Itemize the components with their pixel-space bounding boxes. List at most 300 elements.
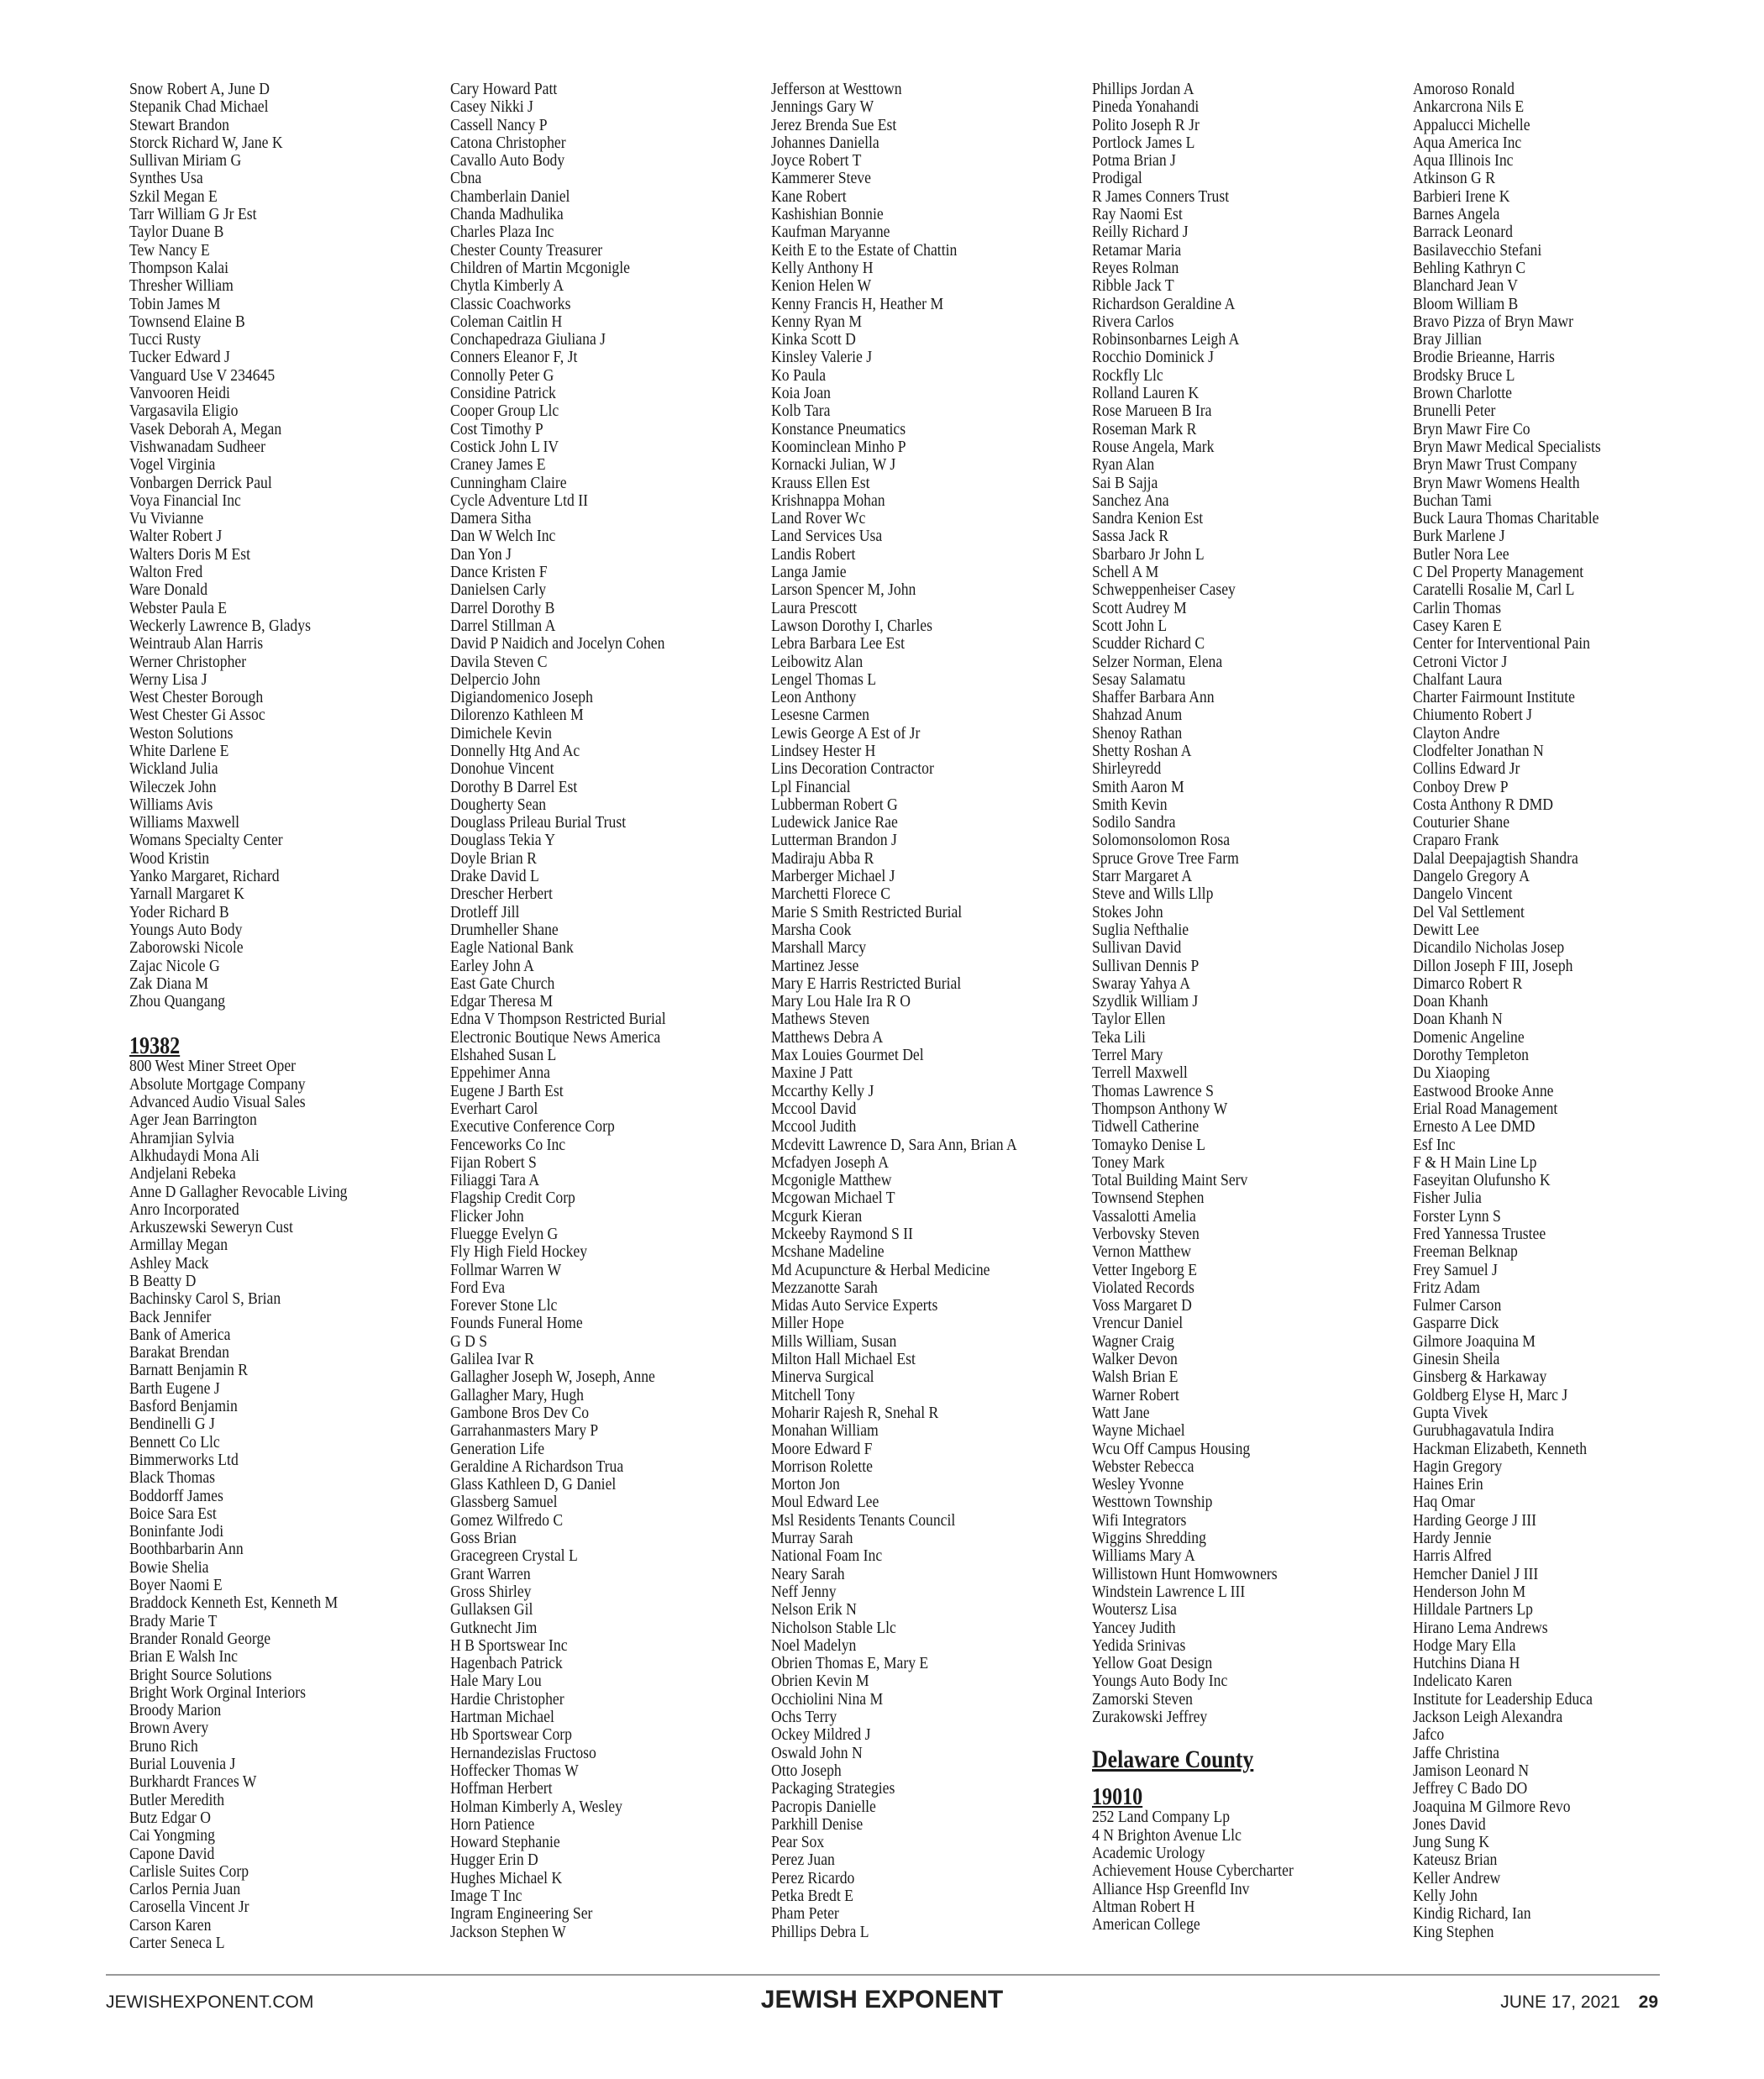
name-entry: Garrahanmasters Mary P bbox=[450, 1421, 599, 1441]
name-entry: Bendinelli G J bbox=[129, 1415, 215, 1434]
name-entry: Parkhill Denise bbox=[771, 1814, 864, 1834]
name-entry: Cunningham Claire bbox=[450, 473, 567, 492]
name-entry: Moore Edward F bbox=[771, 1439, 873, 1458]
name-entry: National Foam Inc bbox=[771, 1546, 883, 1566]
name-entry: R James Conners Trust bbox=[1092, 186, 1230, 206]
name-entry: Pear Sox bbox=[771, 1833, 825, 1852]
name-entry: Sullivan Dennis P bbox=[1092, 956, 1200, 975]
name-entry: King Stephen bbox=[1413, 1922, 1494, 1941]
name-entry: Burk Marlene J bbox=[1413, 527, 1505, 546]
name-entry: Minerva Surgical bbox=[771, 1368, 874, 1387]
name-entry: Galilea Ivar R bbox=[450, 1350, 534, 1369]
name-entry: Vargasavila Eligio bbox=[129, 402, 239, 421]
name-entry: Barnatt Benjamin R bbox=[129, 1361, 249, 1380]
name-entry: Tobin James M bbox=[129, 294, 221, 313]
name-entry: Hodge Mary Ella bbox=[1413, 1635, 1516, 1655]
name-entry: Eagle National Bank bbox=[450, 938, 574, 958]
name-entry: Sassa Jack R bbox=[1092, 527, 1169, 546]
name-entry: Phillips Jordan A bbox=[1092, 80, 1194, 98]
name-entry: Reilly Richard J bbox=[1092, 223, 1189, 242]
name-entry: Yedida Srinivas bbox=[1092, 1635, 1186, 1655]
name-entry: Reyes Rolman bbox=[1092, 258, 1179, 277]
name-entry: Black Thomas bbox=[129, 1468, 216, 1488]
name-entry: Anne D Gallagher Revocable Living bbox=[129, 1182, 348, 1201]
name-entry: Gasparre Dick bbox=[1413, 1314, 1499, 1333]
name-entry: Keith E to the Estate of Chattin bbox=[771, 240, 958, 260]
name-entry: Taylor Ellen bbox=[1092, 1010, 1166, 1029]
name-entry: Drumheller Shane bbox=[450, 920, 559, 939]
name-entry: Catona Christopher bbox=[450, 133, 566, 152]
name-entry: Zajac Nicole G bbox=[129, 956, 220, 975]
name-entry: Vernon Matthew bbox=[1092, 1242, 1192, 1262]
name-entry: Yoder Richard B bbox=[129, 902, 229, 921]
name-entry: Lewis George A Est of Jr bbox=[771, 723, 921, 743]
footer-date-page bbox=[1500, 1992, 1658, 2013]
name-entry: Edna V Thompson Restricted Burial bbox=[450, 1010, 666, 1029]
name-entry: Hemcher Daniel J III bbox=[1413, 1564, 1539, 1583]
name-entry: Butler Meredith bbox=[129, 1790, 225, 1809]
name-entry: Mccool David bbox=[771, 1099, 857, 1118]
name-entry: Dimichele Kevin bbox=[450, 723, 552, 743]
name-entry: Total Building Maint Serv bbox=[1092, 1171, 1248, 1190]
name-entry: Terrell Maxwell bbox=[1092, 1063, 1188, 1083]
name-entry: Vanvooren Heidi bbox=[129, 384, 230, 403]
name-entry: David P Naidich and Jocelyn Cohen bbox=[450, 634, 665, 654]
name-entry: Vasek Deborah A, Megan bbox=[129, 419, 282, 438]
name-entry: Clayton Andre bbox=[1413, 723, 1500, 743]
name-entry: Andjelani Rebeka bbox=[129, 1164, 236, 1184]
name-entry: Filiaggi Tara A bbox=[450, 1171, 540, 1190]
name-entry: Milton Hall Michael Est bbox=[771, 1350, 916, 1369]
name-entry: Violated Records bbox=[1092, 1278, 1194, 1297]
name-entry: Ager Jean Barrington bbox=[129, 1110, 257, 1130]
name-entry: Nelson Erik N bbox=[771, 1600, 857, 1620]
name-entry: Matthews Debra A bbox=[771, 1027, 884, 1047]
name-entry: Bright Work Orginal Interiors bbox=[129, 1683, 306, 1702]
name-entry: Cycle Adventure Ltd II bbox=[450, 491, 589, 510]
name-entry: Taylor Duane B bbox=[129, 223, 224, 242]
name-entry: Considine Patrick bbox=[450, 384, 556, 403]
name-entry: Jung Sung K bbox=[1413, 1833, 1490, 1852]
name-entry: Dan W Welch Inc bbox=[450, 527, 556, 546]
name-entry: Cassell Nancy P bbox=[450, 115, 548, 134]
name-entry: Appalucci Michelle bbox=[1413, 115, 1530, 134]
name-entry: Land Services Usa bbox=[771, 527, 883, 546]
name-entry: Donohue Vincent bbox=[450, 759, 554, 779]
name-entry: Ashley Mack bbox=[129, 1253, 209, 1273]
name-entry: Leon Anthony bbox=[771, 688, 857, 707]
name-entry: Bray Jillian bbox=[1413, 330, 1482, 349]
name-entry: Casey Nikki J bbox=[450, 97, 533, 117]
name-entry: Zurakowski Jeffrey bbox=[1092, 1708, 1208, 1727]
name-entry: Charles Plaza Inc bbox=[450, 223, 554, 242]
name-entry: Potma Brian J bbox=[1092, 151, 1176, 171]
name-entry: Eastwood Brooke Anne bbox=[1413, 1081, 1554, 1100]
name-entry: Gracegreen Crystal L bbox=[450, 1546, 578, 1566]
name-entry: Vogel Virginia bbox=[129, 455, 216, 475]
name-entry: Alliance Hsp Greenfld Inv bbox=[1092, 1879, 1250, 1898]
name-entry: Dangelo Gregory A bbox=[1413, 867, 1530, 886]
name-entry: Gambone Bros Dev Co bbox=[450, 1403, 590, 1422]
name-entry: Walter Robert J bbox=[129, 527, 223, 546]
name-entry: Children of Martin Mcgonigle bbox=[450, 258, 630, 277]
name-entry: Pacropis Danielle bbox=[771, 1797, 876, 1816]
name-entry: Cavallo Auto Body bbox=[450, 151, 565, 171]
name-entry: Mcfadyen Joseph A bbox=[771, 1152, 890, 1172]
name-entry: Ginesin Sheila bbox=[1413, 1350, 1500, 1369]
name-entry: Sullivan Miriam G bbox=[129, 151, 242, 171]
name-entry: Bryn Mawr Fire Co bbox=[1413, 419, 1530, 438]
name-entry: Founds Funeral Home bbox=[450, 1314, 583, 1333]
name-entry: Arkuszewski Seweryn Cust bbox=[129, 1218, 293, 1237]
name-entry: Packaging Strategies bbox=[771, 1779, 895, 1798]
name-entry: Wood Kristin bbox=[129, 848, 210, 868]
name-entry: Robinsonbarnes Leigh A bbox=[1092, 330, 1240, 349]
name-entry: Walters Doris M Est bbox=[129, 544, 251, 564]
name-entry: Brunelli Peter bbox=[1413, 402, 1496, 421]
name-entry: Gallagher Mary, Hugh bbox=[450, 1385, 584, 1404]
name-entry: Geraldine A Richardson Trua bbox=[450, 1457, 624, 1476]
name-entry: Landis Robert bbox=[771, 544, 856, 564]
column-5 bbox=[1413, 81, 1680, 1941]
name-entry: Brown Avery bbox=[129, 1719, 209, 1738]
name-entry: Noel Madelyn bbox=[771, 1635, 857, 1655]
name-entry: Kornacki Julian, W J bbox=[771, 455, 896, 475]
name-entry: Coleman Caitlin H bbox=[450, 312, 563, 331]
name-entry: Jeffrey C Bado DO bbox=[1413, 1779, 1528, 1798]
name-entry: Tidwell Catherine bbox=[1092, 1117, 1200, 1137]
name-listing bbox=[129, 81, 1675, 1962]
name-entry: Youngs Auto Body Inc bbox=[1092, 1672, 1228, 1691]
name-entry: Richardson Geraldine A bbox=[1092, 294, 1236, 313]
name-entry: Forever Stone Llc bbox=[450, 1296, 558, 1315]
name-entry: Sandra Kenion Est bbox=[1092, 509, 1204, 528]
name-entry: Bachinsky Carol S, Brian bbox=[129, 1289, 281, 1309]
name-entry: Stewart Brandon bbox=[129, 115, 229, 134]
name-entry: Msl Residents Tenants Council bbox=[771, 1510, 956, 1530]
name-entry: Dimarco Robert R bbox=[1413, 974, 1523, 993]
name-entry: Scudder Richard C bbox=[1092, 634, 1205, 654]
name-entry: Goldberg Elyse H, Marc J bbox=[1413, 1385, 1568, 1404]
name-entry: Petka Bredt E bbox=[771, 1886, 853, 1905]
name-entry: West Chester Gi Assoc bbox=[129, 706, 265, 725]
name-entry: Polito Joseph R Jr bbox=[1092, 115, 1200, 134]
name-entry: Gomez Wilfredo C bbox=[450, 1510, 564, 1530]
name-entry: Dorothy B Darrel Est bbox=[450, 777, 578, 796]
name-entry: Vetter Ingeborg E bbox=[1092, 1260, 1198, 1279]
name-entry: Cooper Group Llc bbox=[450, 402, 559, 421]
name-entry: Goss Brian bbox=[450, 1529, 517, 1548]
name-entry: Marsha Cook bbox=[771, 920, 852, 939]
name-entry: Weckerly Lawrence B, Gladys bbox=[129, 616, 311, 635]
name-entry: Wickland Julia bbox=[129, 759, 218, 779]
name-entry: Craparo Frank bbox=[1413, 831, 1499, 850]
name-entry: Kolb Tara bbox=[771, 402, 831, 421]
name-entry: Yancey Judith bbox=[1092, 1618, 1176, 1637]
name-entry: Butler Nora Lee bbox=[1413, 544, 1509, 564]
name-entry: Zak Diana M bbox=[129, 974, 208, 993]
name-entry: Forster Lynn S bbox=[1413, 1206, 1501, 1226]
name-entry: Atkinson G R bbox=[1413, 169, 1495, 188]
name-entry: Follmar Warren W bbox=[450, 1260, 562, 1279]
name-entry: 800 West Miner Street Oper bbox=[129, 1057, 297, 1076]
footer-divider bbox=[106, 1974, 1660, 1976]
name-entry: Koia Joan bbox=[771, 384, 832, 403]
name-entry: Kashishian Bonnie bbox=[771, 205, 884, 224]
name-entry: Jennings Gary W bbox=[771, 97, 874, 117]
name-entry: Hagin Gregory bbox=[1413, 1457, 1503, 1476]
name-entry: Frey Samuel J bbox=[1413, 1260, 1498, 1279]
name-entry: Delpercio John bbox=[450, 669, 541, 689]
name-entry: Terrel Mary bbox=[1092, 1046, 1163, 1065]
name-entry: Classic Coachworks bbox=[450, 294, 571, 313]
name-entry: Carlin Thomas bbox=[1413, 598, 1501, 617]
name-entry: Zhou Quangang bbox=[129, 992, 226, 1011]
name-entry: Scott John L bbox=[1092, 616, 1168, 635]
name-entry: Rocchio Dominick J bbox=[1092, 348, 1214, 367]
name-entry: Sodilo Sandra bbox=[1092, 813, 1176, 832]
name-entry: Pineda Yonahandi bbox=[1092, 97, 1200, 117]
name-entry: Dewitt Lee bbox=[1413, 920, 1479, 939]
name-entry: Hardy Jennie bbox=[1413, 1529, 1492, 1548]
name-entry: Mitchell Tony bbox=[771, 1385, 855, 1404]
name-entry: Voya Financial Inc bbox=[129, 491, 241, 510]
name-entry: Charter Fairmount Institute bbox=[1413, 688, 1575, 707]
name-entry: Ankarcrona Nils E bbox=[1413, 97, 1525, 117]
footer-website[interactable]: JEWISHEXPONENT.COM bbox=[106, 1992, 314, 2012]
name-entry: West Chester Borough bbox=[129, 688, 264, 707]
name-entry: Retamar Maria bbox=[1092, 240, 1182, 260]
name-entry: Brander Ronald George bbox=[129, 1629, 271, 1648]
name-entry: Barrack Leonard bbox=[1413, 223, 1513, 242]
name-entry: Jaffe Christina bbox=[1413, 1743, 1499, 1762]
name-entry: Davila Steven C bbox=[450, 652, 548, 671]
name-entry: Edgar Theresa M bbox=[450, 992, 554, 1011]
name-entry: Sullivan David bbox=[1092, 938, 1182, 958]
name-entry: Boyer Naomi E bbox=[129, 1576, 223, 1595]
name-entry: Fritz Adam bbox=[1413, 1278, 1480, 1297]
name-entry: Danielsen Carly bbox=[450, 580, 547, 600]
name-entry: Windstein Lawrence L III bbox=[1092, 1582, 1246, 1601]
name-entry: Carson Karen bbox=[129, 1915, 212, 1935]
name-entry: Ahramjian Sylvia bbox=[129, 1128, 234, 1147]
name-entry: Faseyitan Olufunsho K bbox=[1413, 1171, 1551, 1190]
name-entry: Doan Khanh bbox=[1413, 992, 1488, 1011]
name-entry: Gross Shirley bbox=[450, 1582, 532, 1601]
name-entry: Mathews Steven bbox=[771, 1010, 870, 1029]
name-entry: Voss Margaret D bbox=[1092, 1296, 1192, 1315]
name-entry: Erial Road Management bbox=[1413, 1099, 1558, 1118]
name-entry: Joyce Robert T bbox=[771, 151, 862, 171]
name-entry: Couturier Shane bbox=[1413, 813, 1510, 832]
name-entry: Jamison Leonard N bbox=[1413, 1761, 1530, 1780]
name-entry: Wagner Craig bbox=[1092, 1331, 1174, 1351]
name-entry: Youngs Auto Body bbox=[129, 920, 243, 939]
name-entry: Thompson Anthony W bbox=[1092, 1099, 1228, 1118]
name-entry: Stepanik Chad Michael bbox=[129, 97, 269, 117]
footer-publication-name: JEWISH EXPONENT bbox=[760, 1986, 1004, 2013]
name-entry: Elshahed Susan L bbox=[450, 1046, 557, 1065]
name-entry: Kinsley Valerie J bbox=[771, 348, 873, 367]
name-entry: Electronic Boutique News America bbox=[450, 1027, 661, 1047]
name-entry: F & H Main Line Lp bbox=[1413, 1152, 1537, 1172]
name-entry: Barth Eugene J bbox=[129, 1378, 220, 1398]
name-entry: Burial Louvenia J bbox=[129, 1755, 236, 1774]
name-entry: Occhiolini Nina M bbox=[771, 1689, 884, 1709]
name-entry: Nicholson Stable Llc bbox=[771, 1618, 896, 1637]
name-entry: Schell A M bbox=[1092, 563, 1159, 582]
name-entry: Bennett Co Llc bbox=[129, 1432, 220, 1452]
name-entry: Tucci Rusty bbox=[129, 330, 202, 349]
name-entry: Holman Kimberly A, Wesley bbox=[450, 1797, 622, 1816]
name-entry: Aqua Illinois Inc bbox=[1413, 151, 1514, 171]
name-entry: Obrien Thomas E, Mary E bbox=[771, 1654, 929, 1673]
name-entry: Douglass Prileau Burial Trust bbox=[450, 813, 627, 832]
name-entry: Smith Aaron M bbox=[1092, 777, 1184, 796]
name-entry: Freeman Belknap bbox=[1413, 1242, 1518, 1262]
name-entry: Miller Hope bbox=[771, 1314, 844, 1333]
name-entry: Gupta Vivek bbox=[1413, 1403, 1488, 1422]
name-entry: Broody Marion bbox=[129, 1701, 222, 1720]
name-entry: Cbna bbox=[450, 169, 482, 188]
name-entry: Dougherty Sean bbox=[450, 795, 547, 814]
name-entry: Walsh Brian E bbox=[1092, 1368, 1179, 1387]
name-entry: Hoffman Herbert bbox=[450, 1779, 553, 1798]
name-entry: Morrison Rolette bbox=[771, 1457, 873, 1476]
name-entry: Conboy Drew P bbox=[1413, 777, 1509, 796]
name-entry: Weston Solutions bbox=[129, 723, 234, 743]
name-entry: Gutknecht Jim bbox=[450, 1618, 538, 1637]
name-entry: Marberger Michael J bbox=[771, 867, 895, 886]
name-entry: Amoroso Ronald bbox=[1413, 80, 1515, 98]
name-entry: Jerez Brenda Sue Est bbox=[771, 115, 897, 134]
name-entry: Dorothy Templeton bbox=[1413, 1046, 1530, 1065]
name-entry: Dangelo Vincent bbox=[1413, 885, 1513, 904]
name-entry: Tarr William G Jr Est bbox=[129, 205, 257, 224]
name-entry: Sai B Sajja bbox=[1092, 473, 1158, 492]
name-entry: Wesley Yvonne bbox=[1092, 1475, 1184, 1494]
name-entry: Tucker Edward J bbox=[129, 348, 230, 367]
name-entry: Marshall Marcy bbox=[771, 938, 867, 958]
name-entry: Watt Jane bbox=[1092, 1403, 1150, 1422]
name-entry: Moharir Rajesh R, Snehal R bbox=[771, 1403, 939, 1422]
name-entry: Ernesto A Lee DMD bbox=[1413, 1117, 1536, 1137]
name-entry: Dance Kristen F bbox=[450, 563, 548, 582]
name-entry: Institute for Leadership Educa bbox=[1413, 1689, 1593, 1709]
name-entry: Koominclean Minho P bbox=[771, 437, 906, 456]
name-entry: Neff Jenny bbox=[771, 1582, 837, 1601]
name-entry: Del Val Settlement bbox=[1413, 902, 1525, 921]
name-entry: Verbovsky Steven bbox=[1092, 1225, 1200, 1243]
name-entry: Brodsky Bruce L bbox=[1413, 365, 1515, 385]
name-entry: Max Louies Gourmet Del bbox=[771, 1046, 924, 1065]
name-entry: Schweppenheiser Casey bbox=[1092, 580, 1236, 600]
name-entry: Sesay Salamatu bbox=[1092, 669, 1186, 689]
name-entry: Webster Paula E bbox=[129, 598, 228, 617]
name-entry: Image T Inc bbox=[450, 1886, 522, 1905]
name-entry: Shenoy Rathan bbox=[1092, 723, 1183, 743]
name-entry: Basilavecchio Stefani bbox=[1413, 240, 1542, 260]
name-entry: Absolute Mortgage Company bbox=[129, 1074, 306, 1094]
name-entry: Flicker John bbox=[450, 1206, 524, 1226]
name-entry: Otto Joseph bbox=[771, 1761, 842, 1780]
name-entry: Brian E Walsh Inc bbox=[129, 1647, 238, 1667]
name-entry: Kelly Anthony H bbox=[771, 258, 874, 277]
name-entry: Scott Audrey M bbox=[1092, 598, 1187, 617]
name-entry: Wifi Integrators bbox=[1092, 1510, 1187, 1530]
name-entry: Rockfly Llc bbox=[1092, 365, 1163, 385]
name-entry: Conners Eleanor F, Jt bbox=[450, 348, 578, 367]
name-entry: Bright Source Solutions bbox=[129, 1665, 272, 1684]
name-entry: Starr Margaret A bbox=[1092, 867, 1193, 886]
name-entry: Stokes John bbox=[1092, 902, 1163, 921]
name-entry: Jackson Leigh Alexandra bbox=[1413, 1708, 1563, 1727]
name-entry: Teka Lili bbox=[1092, 1027, 1146, 1047]
name-entry: Johannes Daniella bbox=[771, 133, 879, 152]
name-entry: Lins Decoration Contractor bbox=[771, 759, 934, 779]
name-entry: Bank of America bbox=[129, 1325, 231, 1344]
name-entry: Shahzad Anum bbox=[1092, 706, 1183, 725]
name-entry: Digiandomenico Joseph bbox=[450, 688, 593, 707]
name-entry: Werny Lisa J bbox=[129, 669, 207, 689]
name-entry: Glass Kathleen D, G Daniel bbox=[450, 1475, 617, 1494]
page-number: 29 bbox=[1638, 1992, 1658, 2012]
name-entry: Townsend Stephen bbox=[1092, 1189, 1205, 1208]
name-entry: G D S bbox=[450, 1331, 488, 1351]
name-entry: Carosella Vincent Jr bbox=[129, 1898, 249, 1917]
name-entry: Jackson Stephen W bbox=[450, 1922, 566, 1941]
name-entry: Sbarbaro Jr John L bbox=[1092, 544, 1205, 564]
name-entry: Burkhardt Frances W bbox=[129, 1772, 257, 1792]
name-entry: Kammerer Steve bbox=[771, 169, 871, 188]
name-entry: Zamorski Steven bbox=[1092, 1689, 1193, 1709]
name-entry: Perez Juan bbox=[771, 1851, 835, 1870]
name-entry: Drotleff Jill bbox=[450, 902, 520, 921]
name-entry: Eugene J Barth Est bbox=[450, 1081, 564, 1100]
name-entry: Flagship Credit Corp bbox=[450, 1189, 575, 1208]
name-entry: Cost Timothy P bbox=[450, 419, 543, 438]
name-entry: Lebra Barbara Lee Est bbox=[771, 634, 906, 654]
name-entry: Madiraju Abba R bbox=[771, 848, 874, 868]
name-entry: Alkhudaydi Mona Ali bbox=[129, 1146, 260, 1165]
name-entry: Costa Anthony R DMD bbox=[1413, 795, 1554, 814]
name-entry: Doyle Brian R bbox=[450, 848, 537, 868]
name-entry: Jones David bbox=[1413, 1814, 1486, 1834]
name-entry: Conchapedraza Giuliana J bbox=[450, 330, 606, 349]
name-entry: Murray Sarah bbox=[771, 1529, 853, 1548]
name-entry: Indelicato Karen bbox=[1413, 1672, 1512, 1691]
name-entry: Shaffer Barbara Ann bbox=[1092, 688, 1215, 707]
name-entry: Earley John A bbox=[450, 956, 534, 975]
name-entry: Lindsey Hester H bbox=[771, 741, 876, 760]
name-entry: Thresher William bbox=[129, 276, 234, 296]
name-entry: Lawson Dorothy I, Charles bbox=[771, 616, 932, 635]
name-entry: Bruno Rich bbox=[129, 1736, 198, 1756]
name-entry: Lutterman Brandon J bbox=[771, 831, 897, 850]
name-entry: Buchan Tami bbox=[1413, 491, 1492, 510]
name-entry: Boddorff James bbox=[129, 1486, 223, 1505]
name-entry: 252 Land Company Lp bbox=[1092, 1808, 1231, 1827]
name-entry: Henderson John M bbox=[1413, 1582, 1526, 1601]
name-entry: Obrien Kevin M bbox=[771, 1672, 869, 1691]
name-entry: Thompson Kalai bbox=[129, 258, 229, 277]
name-entry: Mcgurk Kieran bbox=[771, 1206, 863, 1226]
name-entry: Gilmore Joaquina M bbox=[1413, 1331, 1536, 1351]
name-entry: Vassalotti Amelia bbox=[1092, 1206, 1196, 1226]
name-entry: Mary Lou Hale Ira R O bbox=[771, 992, 911, 1011]
name-entry: Sanchez Ana bbox=[1092, 491, 1169, 510]
footer-date: JUNE 17, 2021 bbox=[1500, 1992, 1620, 2012]
